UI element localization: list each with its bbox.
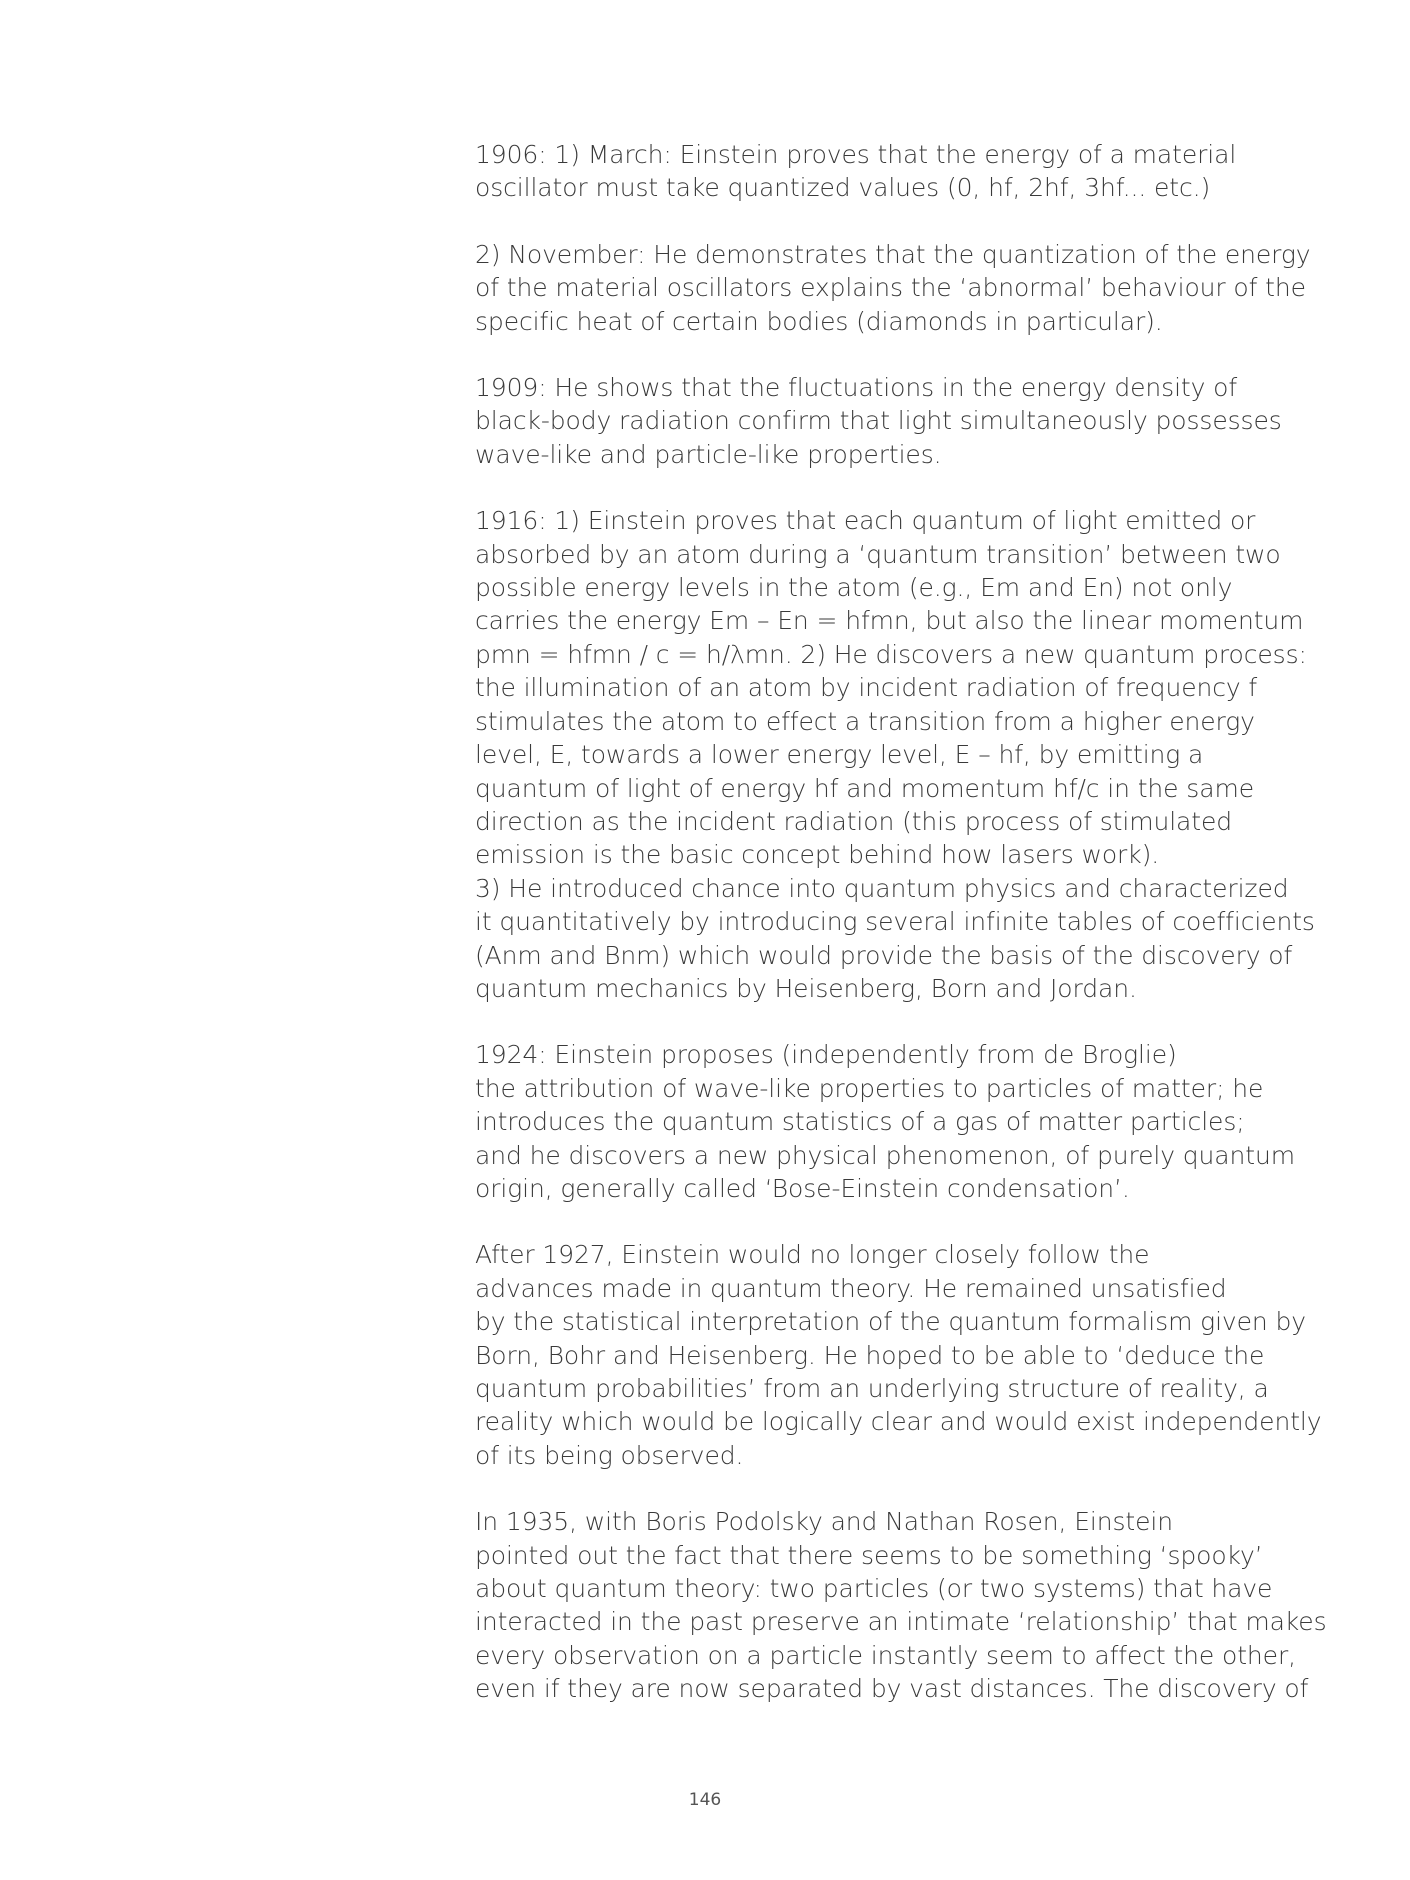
- text-line: introduces the quantum statistics of a gas of matter particles;: [475, 1107, 1245, 1137]
- paragraph-p-1916: [475, 504, 1315, 1005]
- text-line: direction as the incident radiation (this process of stimulated: [475, 806, 1233, 836]
- text-line: carries the energy Em – En = hfmn, but also the linear momentum: [475, 606, 1304, 636]
- body-text: [475, 138, 1327, 1739]
- text-line: emission is the basic concept behind how lasers work).: [475, 840, 1160, 870]
- text-line: quantum of light of energy hf and momentum hf/c in the same: [475, 773, 1254, 803]
- text-line: specific heat of certain bodies (diamonds in particular).: [475, 306, 1163, 336]
- text-line: black-body radiation confirm that light simultaneously possesses: [475, 406, 1282, 436]
- text-line: about quantum theory: two particles (or two systems) that have: [475, 1574, 1273, 1604]
- text-line: quantum mechanics by Heisenberg, Born and Jordan.: [475, 973, 1137, 1003]
- text-line: it quantitatively by introducing several infinite tables of coefficients: [475, 907, 1315, 937]
- text-line: origin, generally called ‘Bose-Einstein condensation’.: [475, 1173, 1130, 1203]
- text-line: 1924: Einstein proposes (independently from de Broglie): [475, 1040, 1177, 1070]
- paragraph-p-1906a: [475, 138, 1275, 205]
- text-line: the attribution of wave-like properties to particles of matter; he: [475, 1073, 1264, 1103]
- text-line: (Anm and Bnm) which would provide the basis of the discovery of: [475, 940, 1293, 970]
- text-line: the illumination of an atom by incident radiation of frequency f: [475, 673, 1258, 703]
- text-line: stimulates the atom to effect a transition from a higher energy: [475, 706, 1255, 736]
- page-number: 146: [688, 1790, 722, 1810]
- paragraph-p-1906b: [475, 238, 1311, 338]
- text-line: of the material oscillators explains the ‘abnormal’ behaviour of the: [475, 273, 1306, 303]
- text-line: quantum probabilities’ from an underlying structure of reality, a: [475, 1374, 1269, 1403]
- text-line: and he discovers a new physical phenomenon, of purely quantum: [475, 1140, 1295, 1170]
- paragraph-p-1924: [475, 1038, 1295, 1205]
- text-line: interacted in the past preserve an intimate ‘relationship’ that makes: [475, 1607, 1327, 1637]
- text-line: 1916: 1) Einstein proves that each quantum of light emitted or: [475, 506, 1256, 536]
- text-line: 1909: He shows that the fluctuations in the energy density of: [475, 373, 1238, 403]
- text-line: After 1927, Einstein would no longer closely follow the: [475, 1240, 1150, 1270]
- text-line: 3) He introduced chance into quantum physics and characterized: [475, 873, 1289, 903]
- paragraph-p-1909: [475, 371, 1282, 471]
- text-line: level, E, towards a lower energy level, E – hf, by emitting a: [475, 740, 1204, 770]
- text-line: absorbed by an atom during a ‘quantum transition’ between two: [475, 539, 1281, 569]
- paragraph-p-1927: [475, 1238, 1322, 1472]
- text-line: even if they are now separated by vast distances. The discovery of: [475, 1674, 1309, 1704]
- text-line: reality which would be logically clear and would exist independently: [475, 1407, 1322, 1437]
- text-line: In 1935, with Boris Podolsky and Nathan Rosen, Einstein: [475, 1507, 1174, 1537]
- text-line: by the statistical interpretation of the quantum formalism given by: [475, 1307, 1306, 1337]
- text-line: every observation on a particle instantly seem to affect the other,: [475, 1640, 1296, 1670]
- text-line: wave-like and particle-like properties.: [475, 439, 942, 469]
- text-line: advances made in quantum theory. He remained unsatisfied: [475, 1273, 1227, 1303]
- text-line: pmn = hfmn / c = h/λmn. 2) He discovers a new quantum process:: [475, 639, 1307, 669]
- text-line: oscillator must take quantized values (0, hf, 2hf, 3hf... etc.): [475, 173, 1211, 203]
- paragraph-p-1935: [475, 1505, 1327, 1705]
- text-line: Born, Bohr and Heisenberg. He hoped to be able to ‘deduce the: [475, 1340, 1265, 1370]
- text-line: pointed out the fact that there seems to be something ‘spooky’: [475, 1540, 1263, 1570]
- text-line: 2) November: He demonstrates that the quantization of the energy: [475, 239, 1311, 269]
- text-line: 1906: 1) March: Einstein proves that the energy of a material: [475, 140, 1237, 169]
- text-line: of its being observed.: [475, 1440, 744, 1470]
- text-line: possible energy levels in the atom (e.g., Em and En) not only: [475, 573, 1233, 603]
